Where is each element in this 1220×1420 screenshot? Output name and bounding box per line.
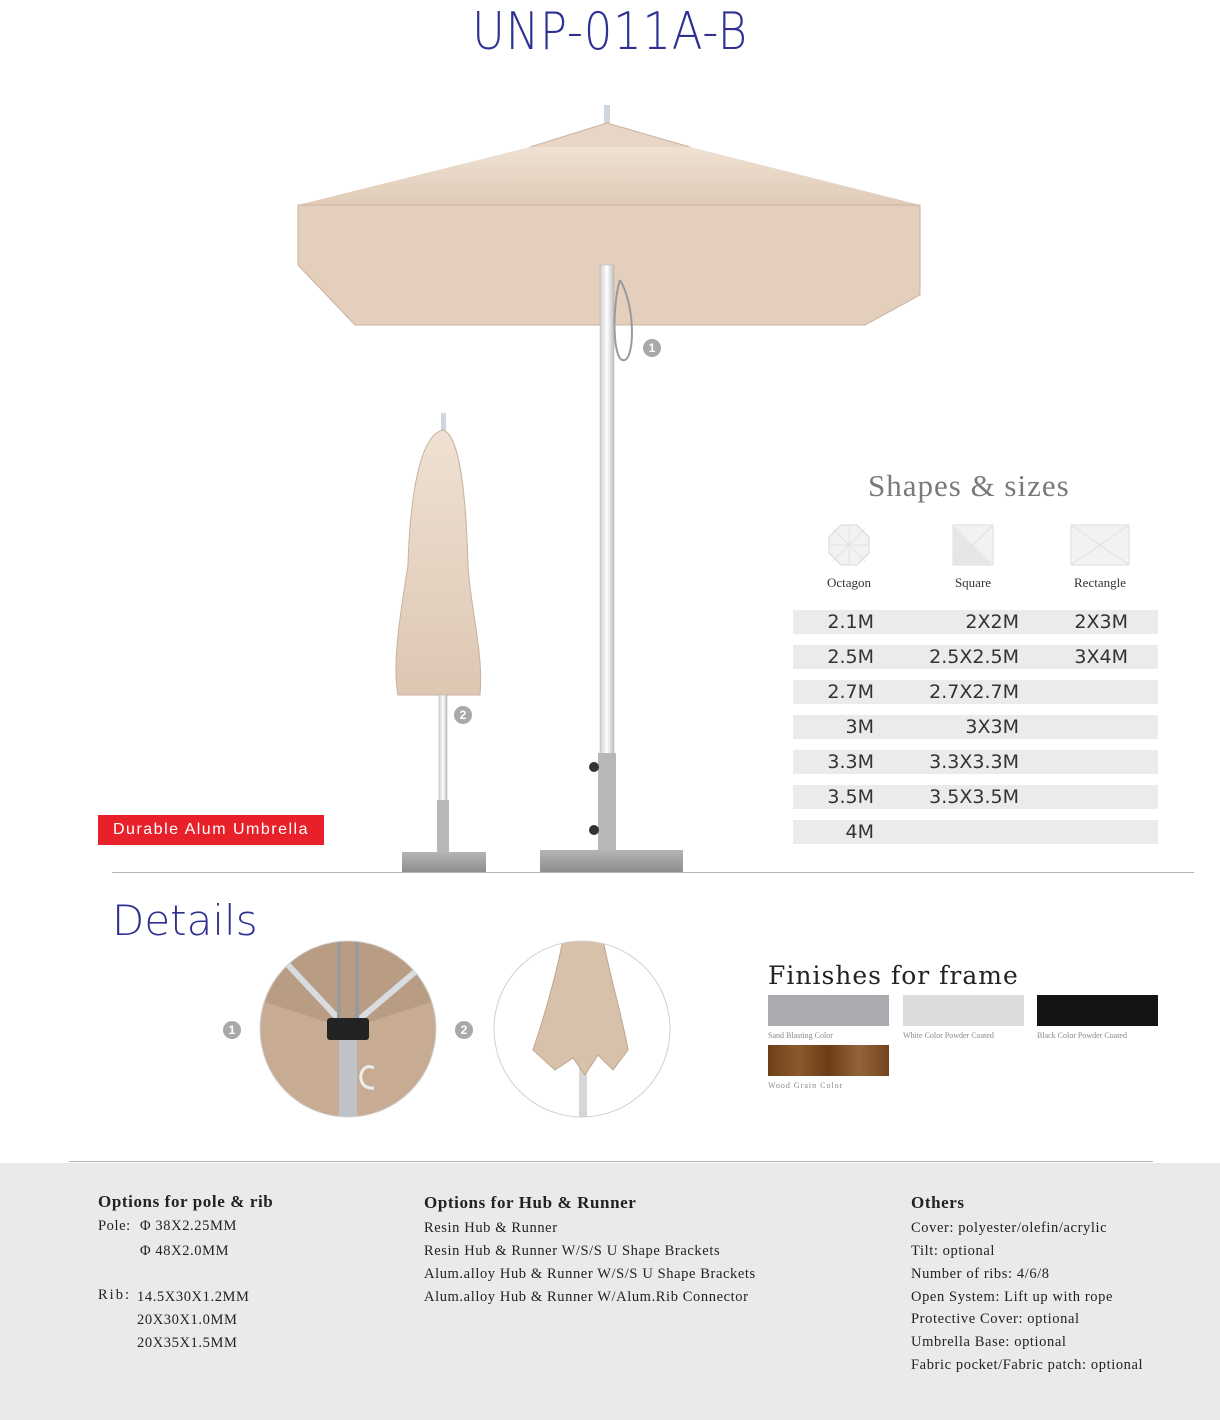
size-octagon: 2.5M bbox=[827, 646, 874, 668]
other-line: Protective Cover: optional bbox=[911, 1311, 1080, 1327]
divider bbox=[112, 872, 1194, 873]
closed-base-tube bbox=[437, 800, 449, 855]
size-row bbox=[793, 820, 1158, 844]
size-square: 3.3X3.3M bbox=[929, 751, 1019, 773]
size-row bbox=[793, 610, 1158, 634]
swatch-label: White Color Powder Coated bbox=[903, 1031, 994, 1040]
size-octagon: 3M bbox=[845, 716, 874, 738]
stone-base bbox=[540, 850, 683, 872]
other-line: Umbrella Base: optional bbox=[911, 1334, 1067, 1350]
octagon-icon bbox=[828, 524, 870, 566]
callout-1: 1 bbox=[643, 339, 661, 357]
callout-2: 2 bbox=[454, 706, 472, 724]
other-line: Number of ribs: 4/6/8 bbox=[911, 1266, 1050, 1282]
size-row bbox=[793, 785, 1158, 809]
size-octagon: 3.3M bbox=[827, 751, 874, 773]
other-line: Tilt: optional bbox=[911, 1243, 996, 1259]
other-line: Open System: Lift up with rope bbox=[911, 1289, 1114, 1305]
swatch-white bbox=[903, 995, 1024, 1026]
shape-label-rectangle: Rectangle bbox=[1074, 575, 1126, 590]
rib-value: 20X30X1.0MM bbox=[137, 1312, 238, 1328]
pole-value: Φ 48X2.0MM bbox=[140, 1243, 230, 1259]
detail-callout-2: 2 bbox=[455, 1021, 473, 1039]
size-square: 2.5X2.5M bbox=[929, 646, 1019, 668]
closed-stone-base bbox=[402, 852, 486, 872]
size-square: 2.7X2.7M bbox=[929, 681, 1019, 703]
size-octagon: 4M bbox=[845, 821, 874, 843]
pole-label: Pole: bbox=[98, 1218, 131, 1234]
other-line: Cover: polyester/olefin/acrylic bbox=[911, 1220, 1108, 1236]
size-row bbox=[793, 680, 1158, 704]
knob bbox=[589, 762, 599, 772]
pole-options-title: Options for pole & rib bbox=[98, 1192, 274, 1211]
shape-label-square: Square bbox=[954, 575, 992, 590]
product-badge: Durable Alum Umbrella bbox=[98, 815, 324, 845]
rib-value: 14.5X30X1.2MM bbox=[137, 1289, 250, 1305]
detail-closed-photo bbox=[493, 940, 671, 1118]
hub-option: Resin Hub & Runner W/S/S U Shape Brackets bbox=[424, 1243, 721, 1259]
size-rectangle: 2X3M bbox=[1074, 611, 1128, 633]
square-icon bbox=[952, 524, 994, 566]
size-octagon: 3.5M bbox=[827, 786, 874, 808]
hub-option: Alum.alloy Hub & Runner W/Alum.Rib Connector bbox=[424, 1289, 749, 1305]
detail-callout-1: 1 bbox=[223, 1021, 241, 1039]
shapes-title: Shapes & sizes bbox=[868, 468, 1070, 503]
swatch-black bbox=[1037, 995, 1158, 1026]
swatch-label: Wood Grain Color bbox=[768, 1081, 844, 1090]
closed-canopy bbox=[396, 430, 481, 695]
size-square: 3X3M bbox=[965, 716, 1019, 738]
rib-label: Rib: bbox=[98, 1287, 131, 1303]
pole-value: Φ 38X2.25MM bbox=[140, 1218, 237, 1234]
details-title: Details bbox=[112, 896, 258, 945]
size-rectangle: 3X4M bbox=[1074, 646, 1128, 668]
divider bbox=[69, 1161, 1153, 1162]
size-row bbox=[793, 750, 1158, 774]
others-title: Others bbox=[911, 1193, 965, 1212]
size-octagon: 2.7M bbox=[827, 681, 874, 703]
size-square: 3.5X3.5M bbox=[929, 786, 1019, 808]
rectangle-icon bbox=[1070, 524, 1130, 566]
base-tube bbox=[598, 753, 616, 853]
finishes-title: Finishes for frame bbox=[768, 961, 1019, 990]
other-line: Fabric pocket/Fabric patch: optional bbox=[911, 1357, 1144, 1373]
hub-options-title: Options for Hub & Runner bbox=[424, 1193, 637, 1212]
swatch-label: Sand Blasting Color bbox=[768, 1031, 833, 1040]
swatch-sand-blasting bbox=[768, 995, 889, 1026]
swatch-label: Black Color Powder Coated bbox=[1037, 1031, 1127, 1040]
size-octagon: 2.1M bbox=[827, 611, 874, 633]
hub-option: Resin Hub & Runner bbox=[424, 1220, 558, 1236]
size-row bbox=[793, 715, 1158, 739]
knob bbox=[589, 825, 599, 835]
detail-hub-photo bbox=[259, 940, 437, 1118]
size-square: 2X2M bbox=[965, 611, 1019, 633]
hub-option: Alum.alloy Hub & Runner W/S/S U Shape Brackets bbox=[424, 1266, 756, 1282]
product-title: UNP-011A-B bbox=[472, 2, 748, 62]
shape-label-octagon: Octagon bbox=[826, 575, 872, 590]
rib-value: 20X35X1.5MM bbox=[137, 1335, 238, 1351]
swatch-wood-grain bbox=[768, 1045, 889, 1076]
size-row bbox=[793, 645, 1158, 669]
